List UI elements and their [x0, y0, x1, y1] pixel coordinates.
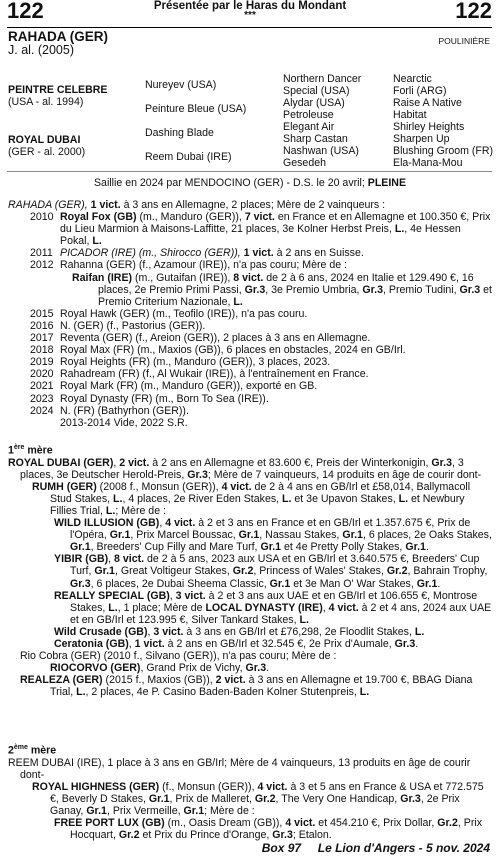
royal-highness-line: ROYAL HIGHNESS (GER) (f., Monsun (GER)), 4 vict. à 3 et 5 ans en France & USA et 772.575 €, Beverly D Stakes, Gr.1, Prix de Malleret, Gr.2, The Very One Handicap, Gr.3, 2e Prix Ganay, Gr.1, Prix Vermeille, Gr.1; Mère de :: [32, 780, 484, 817]
second-dam-line: REEM DUBAI (IRE), 1 place à 3 ans en GB/Irl; Mère de 4 vainqueurs, 13 produits en âge de courir dont-: [8, 756, 471, 781]
ped-g4: Habitat: [393, 109, 427, 121]
ped-g3: Alydar (USA): [283, 97, 345, 109]
ped-g3: Petroleuse: [283, 109, 334, 121]
covering-note: Saillie en 2024 par MENDOCINO (GER) - D.S. le 20 avril; PLEINE: [93, 177, 407, 189]
horse-info: J. al. (2005): [8, 43, 75, 57]
lot-number: 122: [7, 0, 44, 23]
sale-footer: Box 97 Le Lion d'Angers - 5 nov. 2024: [261, 841, 490, 855]
really-special-line: REALLY SPECIAL (GB), 3 vict. à 2 et 3 ans aux UAE et en GB/Irl et 106.655 €, Montrose Stakes, L., 1 place; Mère de LOCAL DYNASTY (IRE), 4 vict. à 2 et 4 ans, 2024 aux UAE et en GB/Irl et 123.995 €, Silver Tankard Stakes, L.: [54, 589, 492, 626]
header-rule: [7, 27, 492, 28]
ped-g2: Nureyev (USA): [145, 79, 217, 91]
ped-g3: Sharp Castan: [283, 133, 348, 145]
first-dam-section: [8, 442, 492, 699]
free-port-lux-line: FREE PORT LUX (GB) (m., Oasis Dream (GB)), 4 vict. et 454.210 €, Prix Dollar, Gr.2, Prix Hocquart, Gr.2 et Prix du Prince d'Orange, Gr.3; Etalon.: [54, 817, 483, 842]
produce-row: 2016 N. (GER) (f., Pastorius (GER)).: [30, 319, 206, 332]
produce-row: 2012 Rahanna (GER) (f., Azamour (IRE)), n'a pas couru; Mère de :: [30, 259, 347, 272]
second-dam-section: [8, 742, 492, 841]
dam-info: (GER - al. 2000): [8, 146, 86, 158]
ped-g3: Nashwan (USA): [283, 145, 359, 157]
ped-g4: Sharpen Up: [393, 133, 450, 145]
first-dam-line: ROYAL DUBAI (GER), 2 vict. à 2 ans en Allemagne et 83.600 €, Preis der Winterkonigin, Gr.3, 3 places, 3e Deutscher Herold-Preis, Gr.3; Mère de 7 vainqueurs, 14 produits en âge de courir dont-: [8, 456, 482, 481]
sire-info: (USA - al. 1994): [8, 96, 84, 108]
ped-g4: Nearctic: [393, 73, 432, 85]
realeza-line: REALEZA (GER) (2015 f., Maxios (GB)), 2 vict. à 3 ans en Allemagne et 19.700 €, BBAG Diana Trial, L., 2 places, 4e P. Casino Baden-Baden Kolner Stutenpreis, L.: [20, 674, 473, 699]
ceratonia-line: Ceratonia (GB), 1 vict. à 2 ans en GB/Irl et 32.545 €, 2e Prix d'Aumale, Gr.3.: [54, 638, 419, 651]
ped-g4: Raise A Native: [393, 97, 462, 109]
riocorvo-line: RIOCORVO (GER), Grand Prix de Vichy, Gr.3.: [50, 662, 270, 675]
ped-g3: Elegant Air: [283, 121, 335, 133]
yibir-line: YIBIR (GB), 8 vict. de 2 à 5 ans, 2023 aux USA et en GB/Irl et 3.640.575 €, Breeders' Cup Turf, Gr.1, Great Voltigeur Stakes, Gr.2, Princess of Wales' Stakes, Gr.2, Bahrain Trophy, Gr.3, 6 places, 2e Dubai Sheema Classic, Gr.1 et 3e Man O' War Stakes, Gr.1.: [54, 553, 488, 590]
ped-g3: Northern Dancer: [283, 73, 362, 85]
ped-g2: Dashing Blade: [145, 127, 214, 139]
ped-g4: Forli (ARG): [393, 85, 447, 97]
produce-row: 2019 Royal Heights (FR) (m., Manduro (GER)), 3 places, 2023.: [30, 356, 331, 369]
wild-illusion-line: WILD ILLUSION (GB), 4 vict. à 2 et 3 ans en France et en GB/Irl et 1.357.675 €, Prix de l'Opéra, Gr.1, Prix Marcel Boussac, Gr.1, Nassau Stakes, Gr.1, 6 places, 2e Oaks Stakes, Gr.1, Breeders' Cup Filly and Mare Turf, Gr.1 et 4e Pretty Polly Stakes, Gr.1.: [54, 517, 492, 554]
ped-g3: Gesedeh: [283, 157, 326, 169]
ped-g4: Shirley Heights: [393, 121, 465, 133]
produce-row: 2021 Royal Mark (FR) (m., Manduro (GER)), exporté en GB.: [30, 380, 318, 393]
raifan-line: Raifan (IRE) (m., Gutaifan (IRE)), 8 vict. de 2 à 6 ans, 2024 en Italie et 129.490 €, 16 places, 2e Premio Primi Passi, Gr.3, 3e Premio Umbria, Gr.3, Premio Tudini, Gr.3 et Premio Criterium Nazionale, L.: [72, 271, 492, 308]
produce-row: 2015 Royal Hawk (GER) (m., Teofilo (IRE)), n'a pas couru.: [30, 307, 308, 320]
consignor: Présentée par le Haras du Mondant: [153, 0, 347, 12]
produce-row: 2024 N. (FR) (Bathyrhon (GER)).: [30, 404, 189, 417]
first-dam-heading: 1ère mère: [8, 444, 53, 457]
vide-line: 2013-2014 Vide, 2022 S.R.: [60, 416, 188, 429]
produce-row: 2017 Reventa (GER) (f., Areion (GER)), 2 places à 3 ans en Allemagne.: [30, 332, 371, 345]
ped-g4: Ela-Mana-Mou: [393, 157, 463, 169]
horse-type: POULINIÈRE: [438, 36, 490, 46]
produce-row: 2020 Rahadream (FR) (f., Al Wukair (IRE)), à l'entraînement en France.: [30, 368, 369, 381]
intro-line: RAHADA (GER), 1 vict. à 3 ans en Allemagne, 2 places; Mère de 2 vainqueurs :: [8, 199, 386, 211]
pedigree-rule: [7, 171, 492, 172]
ped-g4: Blushing Groom (FR): [393, 145, 494, 157]
rumh-line: RUMH (GER) (2008 f., Monsun (GER)), 4 vict. de 2 à 4 ans en GB/Irl et £58,014, Ballymacoll Stud Stakes, L., 4 places, 2e River Eden Stakes, L. et 3e Upavon Stakes, L. et Newbury Fillies Trial, L.; Mère de :: [32, 480, 471, 517]
horse-name: RAHADA (GER): [8, 29, 108, 44]
produce-record: [8, 199, 492, 429]
produce-row: 2010 Royal Fox (GB) (m., Manduro (GER)), 7 vict. en France et en Allemagne et 100.350 €, Prix du Lieu Marmion à Maisons-Laffitte, 21 places, 3e Kolner Herbst Preis, L., 4e Hessen Pokal, L.: [30, 211, 491, 248]
ped-g2: Peinture Bleue (USA): [145, 103, 247, 115]
ped-g2: Reem Dubai (IRE): [145, 151, 232, 163]
rio-cobra-line: Rio Cobra (GER) (2010 f., Silvano (GER)), n'a pas couru; Mère de :: [20, 650, 337, 663]
ped-g3: Special (USA): [283, 85, 350, 97]
produce-row: 2023 Royal Dynasty (FR) (m., Born To Sea (IRE)).: [30, 392, 269, 405]
produce-row: 2011 PICADOR (IRE) (m., Shirocco (GER)), 1 vict. à 2 ans en Suisse.: [30, 247, 364, 260]
sire-name: PEINTRE CELEBRE: [8, 84, 108, 96]
lot-number-right: 122: [455, 0, 492, 23]
second-dam-heading: 2ème mère: [8, 744, 57, 757]
dam-name: ROYAL DUBAI: [8, 134, 81, 146]
stars: ***: [244, 10, 256, 21]
wild-crusade-line: Wild Crusade (GB), 3 vict. à 3 ans en GB/Irl et £76,298, 2e Floodlit Stakes, L.: [54, 625, 425, 638]
produce-row: 2018 Royal Max (FR) (m., Maxios (GB)), 6 places en obstacles, 2024 en GB/Irl.: [30, 344, 406, 357]
